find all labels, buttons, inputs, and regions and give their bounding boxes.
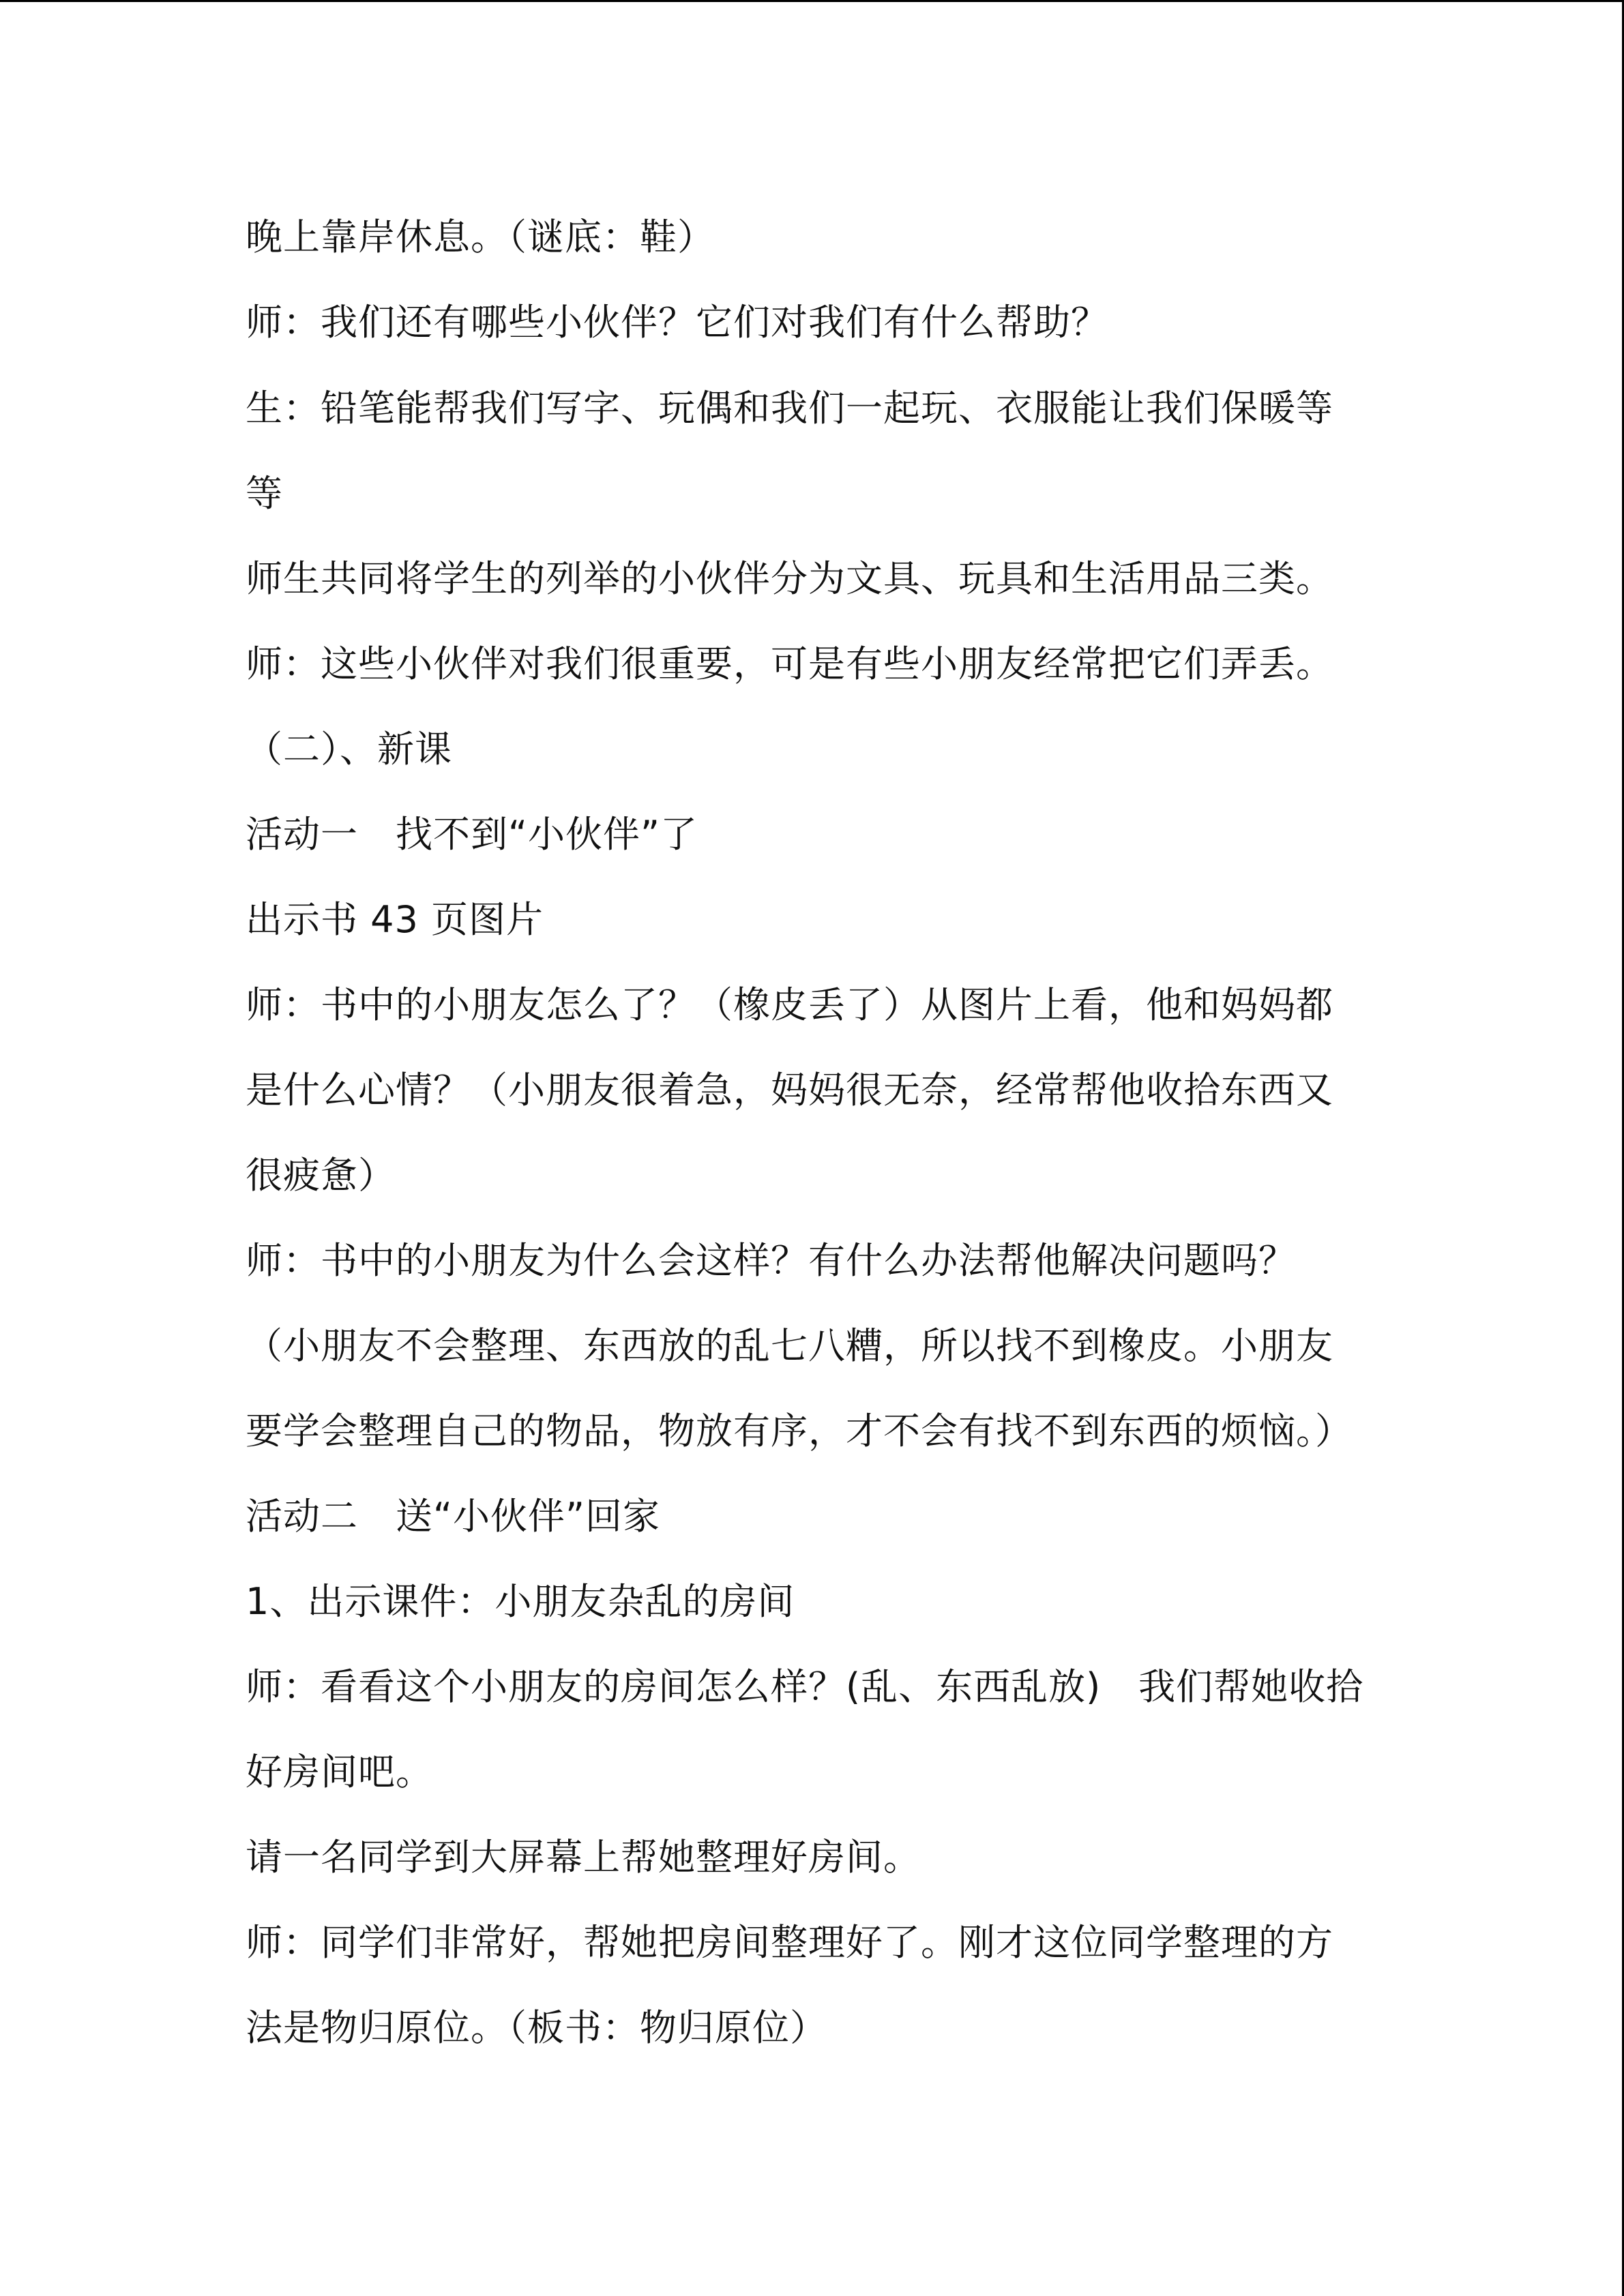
- section-heading: （二）、新课: [246, 728, 452, 771]
- text-line: 师：同学们非常好，帮她把房间整理好了。刚才这位同学整理的方: [246, 1921, 1333, 1964]
- text-line: 1、出示课件：小朋友杂乱的房间: [246, 1580, 795, 1623]
- text-line: 师：书中的小朋友怎么了？（橡皮丢了）从图片上看，他和妈妈都: [246, 983, 1333, 1026]
- text-line: 师生共同将学生的列举的小伙伴分为文具、玩具和生活用品三类。: [246, 557, 1333, 600]
- text-line: 生：铅笔能帮我们写字、玩偶和我们一起玩、衣服能让我们保暖等: [246, 387, 1333, 430]
- text-line: 很疲惫）: [246, 1154, 396, 1197]
- text-line: 法是物归原位。（板书：物归原位）: [246, 2006, 827, 2049]
- activity-heading: 活动二 送“小伙伴”回家: [246, 1495, 660, 1538]
- text-line: （小朋友不会整理、东西放的乱七八糟，所以找不到橡皮。小朋友: [246, 1324, 1333, 1367]
- text-line: 请一名同学到大屏幕上帮她整理好房间。: [246, 1836, 921, 1879]
- text-line: 等: [246, 472, 283, 515]
- page-border-top: [0, 0, 1624, 2]
- text-line: 晚上靠岸休息。（谜底：鞋）: [246, 215, 715, 258]
- text-line: 好房间吧。: [246, 1750, 433, 1793]
- text-line: 出示书 43 页图片: [246, 898, 544, 941]
- text-line: 是什么心情？（小朋友很着急，妈妈很无奈，经常帮他收拾东西又: [246, 1069, 1333, 1112]
- text-line: 要学会整理自己的物品，物放有序，才不会有找不到东西的烦恼。）: [246, 1410, 1353, 1452]
- text-line: 师：这些小伙伴对我们很重要，可是有些小朋友经常把它们弄丢。: [246, 642, 1333, 685]
- activity-heading: 活动一 找不到“小伙伴”了: [246, 813, 698, 856]
- text-line: 师：看看这个小朋友的房间怎么样？(乱、东西乱放) 我们帮她收拾: [246, 1665, 1364, 1708]
- text-line: 师：书中的小朋友为什么会这样？有什么办法帮他解决问题吗？: [246, 1239, 1296, 1282]
- text-line: 师：我们还有哪些小伙伴？它们对我们有什么帮助？: [246, 301, 1108, 344]
